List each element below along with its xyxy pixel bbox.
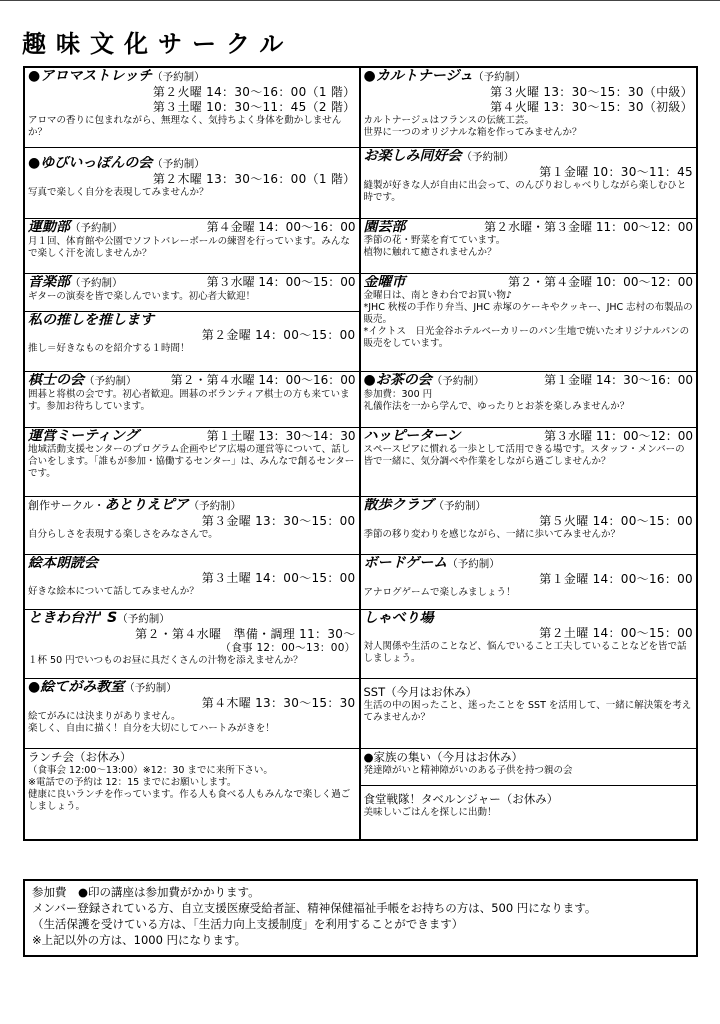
description: ※電話での予約は 12：15 までにお願いします。 — [28, 777, 237, 788]
circle-yubi — [25, 148, 361, 218]
table-row — [25, 679, 696, 749]
table-row — [25, 428, 696, 497]
description: 礼儀作法を一から学んで、ゆったりとお茶を楽しみませんか？ — [363, 401, 630, 412]
description: 自分らしさを表現する楽しさをみなさんで。 — [28, 529, 218, 540]
table-row — [25, 372, 696, 428]
description: 絵てがみには決まりがありません。 — [28, 711, 181, 722]
top-rule — [0, 0, 720, 6]
circle-name: 運営ミーティング — [28, 429, 139, 444]
table-row — [25, 148, 696, 219]
circle-heading: ランチ会（お休み） — [28, 750, 132, 764]
schedule: 第１金曜 10：30〜11：45 — [539, 165, 693, 179]
circle-undo — [25, 219, 361, 273]
description: アロマの香りに包まれながら、無理なく、気持ちよく身体を動かしませんか？ — [28, 115, 342, 138]
fee-line: ※上記以外の方は、1000 円になります。 — [32, 933, 247, 947]
circle-name: あとりえピア — [104, 498, 189, 513]
description: 生活の中の困ったこと、迷ったことを SST を活用して、一緒に解決策を考えてみませんか？ — [363, 700, 692, 723]
fee-heading: 参加費 — [32, 885, 67, 899]
description: *JHC 秋桜の手作り弁当、JHC 赤塚のケーキやクッキー、JHC 志村の布製品の販売。 — [363, 302, 693, 325]
reservation-tag: （予約制） — [152, 71, 205, 83]
reservation-tag: （予約制） — [70, 222, 123, 234]
table-row — [25, 219, 696, 274]
circle-prefix: 創作サークル・ — [28, 499, 105, 512]
schedule: 第４金曜 14：00〜16：00 — [206, 220, 356, 234]
table-row — [25, 497, 696, 555]
description: 発達障がいと精神障がいのある子供を持つ親の会 — [363, 765, 573, 776]
schedule: 第３火曜 13：30〜15：30（中級） — [490, 85, 693, 99]
circle-name: ボードゲーム — [363, 556, 448, 571]
schedule: 第２・第４金曜 10：00〜12：00 — [508, 275, 693, 289]
description: 地域活動支援センターのプログラム企画やピア広場の運営等について、話し合いをします。「誰もが参加・協働するセンター」は、みんなで創るセンターです。 — [28, 444, 355, 479]
fee-line: メンバー登録されている方、自立支援医療受給者証、精神保健福祉手帳をお持ちの方は、500 円になります。 — [32, 901, 597, 915]
description: アナログゲームで楽しみましょう！ — [363, 587, 516, 598]
fee-line: （生活保護を受けている方は、「生活力向上支援制度」を利用することができます） — [32, 917, 464, 931]
reservation-tag: （予約制） — [431, 375, 485, 387]
right-stack — [361, 749, 697, 839]
table-row — [25, 555, 696, 610]
reservation-tag: （予約制） — [117, 613, 170, 625]
table-row — [25, 274, 696, 372]
circle-name: ●カルトナージュ — [363, 69, 474, 84]
table-row — [25, 749, 696, 839]
schedule: 第３金曜 13：30〜15：00 — [201, 514, 356, 528]
fee-note: ●印の講座は参加費がかかります。 — [78, 885, 260, 899]
circle-engei — [361, 219, 697, 273]
reservation-tag: （予約制） — [84, 375, 137, 387]
circle-kazoku — [361, 749, 697, 786]
schedule: 第３水曜 11：00〜12：00 — [544, 429, 693, 443]
fee-notice — [23, 879, 698, 957]
schedule: 第２土曜 14：00〜15：00 — [539, 626, 693, 640]
circle-lunch — [25, 749, 361, 839]
description: 季節の花・野菜を育てています。 — [363, 235, 506, 246]
schedule: 第１金曜 14：30〜16：00 — [544, 373, 693, 387]
table-row — [25, 610, 696, 679]
circle-name: ●絵てがみ教室 — [28, 680, 125, 695]
schedule: 第２水曜・第３金曜 11：00〜12：00 — [484, 220, 693, 234]
circle-aroma — [25, 68, 361, 147]
circle-happy — [361, 428, 697, 496]
schedule: 第４火曜 13：30〜15：30（初級） — [490, 100, 693, 114]
circle-heading: 食堂戦隊！タベルンジャー（お休み） — [363, 792, 559, 806]
circle-shaberiba — [361, 610, 697, 678]
circle-unei — [25, 428, 361, 496]
table-row — [25, 68, 696, 148]
circle-ehon — [25, 555, 361, 609]
description: *イクトス 日光金谷ホテルベーカリーのパン生地で焼いたオリジナルパンの販売をしています。 — [363, 326, 690, 349]
left-stack — [25, 274, 361, 371]
circle-name: 金曜市 — [363, 275, 406, 290]
schedule: （食事 12：00〜13：00） — [220, 642, 356, 654]
description: 好きな絵本について話してみませんか？ — [28, 586, 199, 597]
description: （食事会 12:00〜13:00）※12：30 までに来所下さい。 — [28, 765, 273, 776]
description: 参加費：300 円 — [363, 389, 433, 400]
schedule: 第１金曜 14：00〜16：00 — [539, 572, 693, 586]
circle-otanoshimi — [361, 148, 697, 218]
circle-name: ●お茶の会 — [363, 373, 432, 388]
circle-name: ●アロマストレッチ — [28, 69, 153, 84]
schedule: 第５火曜 14：00〜15：00 — [539, 514, 693, 528]
reservation-tag: （予約制） — [70, 277, 123, 289]
circle-sanpo — [361, 497, 697, 554]
reservation-tag: （予約制） — [124, 682, 177, 694]
schedule: 第３水曜 14：00〜15：00 — [206, 275, 356, 289]
description: 囲碁と将棋の会です。初心者歓迎。囲碁のボランティア棋士の方も来ています。参加お待ちしています。 — [28, 389, 350, 412]
reservation-tag: （予約制） — [447, 558, 500, 570]
circle-heading: ●家族の集い（今月はお休み） — [363, 750, 524, 764]
circle-oshi — [25, 312, 359, 371]
circle-name: お楽しみ同好会 — [363, 149, 462, 164]
schedule: 第２・第４水曜 準備・調理 11：30〜 — [135, 627, 356, 641]
circle-kishi — [25, 372, 361, 427]
reservation-tag: （予約制） — [152, 158, 205, 170]
description: 金曜日は、南ときわ台でお買い物♪ — [363, 290, 513, 301]
circle-name: 運動部 — [28, 220, 70, 235]
circle-name: しゃべり場 — [363, 611, 434, 626]
schedule: 第４木曜 13：30〜15：30 — [201, 696, 356, 710]
circle-tokiwa — [25, 610, 361, 678]
circle-name: ハッピーターン — [363, 429, 461, 444]
description: 楽しく、自由に描く！自分を大切にしてハートみがきを！ — [28, 723, 275, 734]
circle-name: ●ゆびいっぽんの会 — [28, 156, 153, 171]
circle-taberunjer — [361, 786, 697, 838]
description: 健康に良いランチを作っています。作る人も食べる人もみんなで楽しく過ごしましょう。 — [28, 789, 351, 812]
circle-cartonnage — [361, 68, 697, 147]
description: 推し＝好きなものを紹介する１時間！ — [28, 343, 190, 354]
circle-boardgame — [361, 555, 697, 609]
description: 美味しいごはんを探しに出動！ — [363, 807, 497, 818]
page-title: 趣味文化サークル — [22, 30, 294, 58]
schedule: 第２火曜 14：30〜16：00（1 階） — [152, 85, 356, 99]
description: カルトナージュはフランスの伝統工芸。 — [363, 115, 534, 126]
reservation-tag: （予約制） — [461, 151, 514, 163]
description: 写真で楽しく自分を表現してみませんか？ — [28, 187, 209, 198]
circle-name: 園芸部 — [363, 220, 406, 235]
circle-sst — [361, 679, 697, 748]
circle-kinyoichi — [361, 274, 697, 371]
reservation-tag: （予約制） — [433, 500, 486, 512]
description: 植物に触れて癒されませんか？ — [363, 247, 497, 258]
reservation-tag: （予約制） — [473, 71, 526, 83]
description: 月１回、体育館や公園でソフトバレーボールの練習を行っています。みんなで楽しく汗を流しませんか？ — [28, 236, 350, 259]
circle-name: ときわ台汁' S — [28, 611, 118, 626]
circle-heading: SST（今月はお休み） — [363, 685, 478, 699]
circle-table — [23, 66, 698, 841]
schedule: 第３土曜 14：00〜15：00 — [201, 571, 356, 585]
circle-name: 絵本朗読会 — [28, 556, 98, 571]
description: 対人関係や生活のことなど、悩んでいること工夫していることなどを皆で話しましょう。 — [363, 641, 687, 664]
circle-name: 棋士の会 — [28, 373, 84, 388]
description: スペースピアに慣れる一歩として活用できる場です。スタッフ・メンバーの皆で一緒に、気分調べや作業をしながら過ごしませんか？ — [363, 444, 685, 467]
circle-ongaku — [25, 274, 359, 312]
schedule: 第３土曜 10：30〜11：45（2 階） — [152, 100, 356, 114]
description: 世界に一つのオリジナルな箱を作ってみませんか？ — [363, 127, 582, 138]
schedule: 第１土曜 13：30〜14：30 — [206, 429, 356, 443]
reservation-tag: （予約制） — [188, 500, 242, 512]
description: ギターの演奏を皆で楽しんでいます。初心者大歓迎！ — [28, 291, 256, 302]
circle-name: 音楽部 — [28, 275, 70, 290]
description: 縫製が好きな人が自由に出会って、のんびりおしゃべりしながら楽しむひと時です。 — [363, 180, 687, 203]
circle-name: 私の推しを推します — [28, 313, 154, 328]
description: １杯 50 円でいつものお昼に具だくさんの汁物を添えませんか？ — [28, 655, 303, 666]
description: 季節の移り変わりを感じながら、一緒に歩いてみませんか？ — [363, 529, 621, 540]
circle-ocha — [361, 372, 697, 427]
circle-name: 散歩クラブ — [363, 498, 434, 513]
schedule: 第２木曜 13：30〜16：00（1 階） — [152, 172, 356, 186]
schedule: 第２金曜 14：00〜15：00 — [201, 328, 356, 342]
circle-atorie — [25, 497, 361, 554]
schedule: 第２・第４水曜 14：00〜16：00 — [170, 373, 356, 387]
circle-etegami — [25, 679, 361, 748]
